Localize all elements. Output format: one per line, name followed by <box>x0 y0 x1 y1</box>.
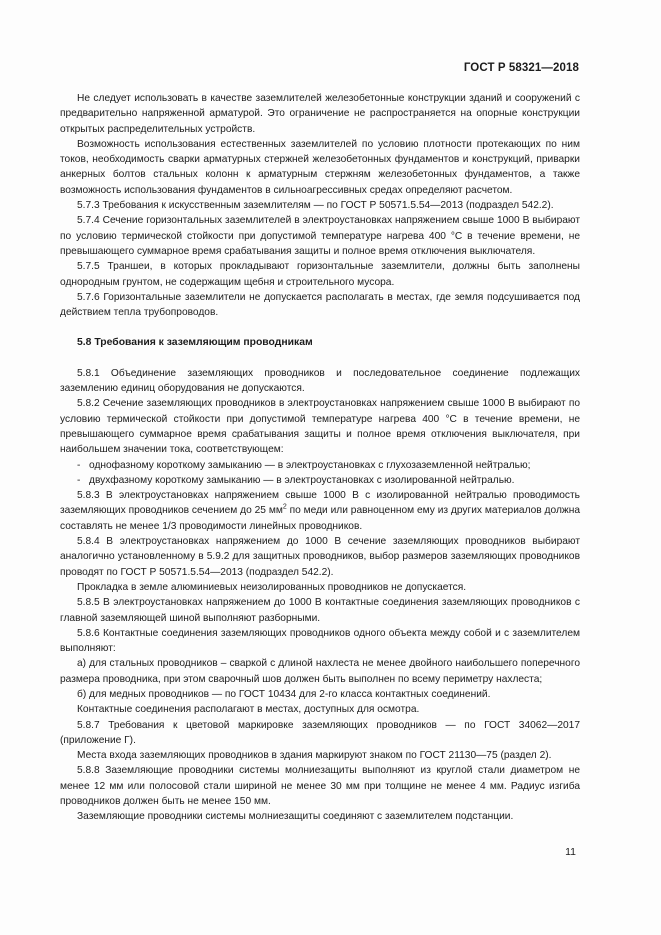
paragraph-5-7-4: 5.7.4 Сечение горизонтальных заземлителей в электроустановках напряжением свыше 1000 В выбирают по условию термической стойкости при допустимой температуре нагрева 400 °С в течение времени, не превышающего суммарное время срабатывания защиты и полное время отключения выключателя. <box>60 215 580 257</box>
paragraph-5-7-6: 5.7.6 Горизонтальные заземлители не допускается располагать в местах, где земля подсушивается под действием тепла трубопроводов. <box>60 291 580 319</box>
list-item-text: однофазному короткому замыканию — в электроустановках с глухозаземленной нейтралью; <box>89 459 531 471</box>
page-number: 11 <box>565 846 576 858</box>
list-item-a: а) для стальных проводников – сваркой с длиной нахлеста не менее двойного наибольшего поперечного размера проводника, при этом сварочный шов должен быть выполнен по всему периметру нахлеста; <box>60 658 580 685</box>
paragraph-5-8-7: 5.8.7 Требования к цветовой маркировке заземляющих проводников — по ГОСТ 34062—2017 (приложение Г). <box>60 719 580 746</box>
list-item-text: двухфазному короткому замыканию — в электроустановках с изолированной нейтралью. <box>89 474 515 486</box>
list-item <box>60 458 580 473</box>
paragraph: Прокладка в земле алюминиевых неизолированных проводников не допускается. <box>77 581 467 593</box>
section-heading-5-8: 5.8 Требования к заземляющим проводникам <box>77 337 313 349</box>
paragraph: Возможность использования естественных заземлителей по условию плотности протекающих по ним токов, необходимость сварки арматурных стержней железобетонных фундаментов и конструкций, приварки анкерных болтов стальных колонн к арматурным стержням железобетонных фундаментов, а также возможность использования фундаментов в сильноагрессивных средах определяют расчетом. <box>60 138 580 196</box>
paragraph: Заземляющие проводники системы молниезащиты соединяют с заземлителем подстанции. <box>77 811 514 823</box>
paragraph-5-8-3: 5.8.3 В электроустановках напряжением свыше 1000 В с изолированной нейтралью проводимость заземляющих проводников сечением до 25 $мм^2$ по меди или равноценном ему из других материалов должна составлять не менее 1/3 проводимости линейных проводников. <box>60 490 580 532</box>
paragraph-5-8-2: 5.8.2 Сечение заземляющих проводников в электроустановках напряжением свыше 1000 В выбирают по условию термической стойкости при допустимой температуре нагрева 400 °С в течение времени, не превышающего суммарное время срабатывания защиты и полное время отключения выключателя, при наибольшем значении тока, соответствующем: <box>60 398 580 456</box>
paragraph: Контактные соединения располагают в местах, доступных для осмотра. <box>77 704 420 716</box>
paragraph-5-8-4: 5.8.4 В электроустановках напряжением до 1000 В сечение заземляющих проводников выбирают аналогично установленному в 5.9.2 для защитных проводников, выбор размеров заземляющих проводников проводят по ГОСТ Р 50571.5.54—2013 (подраздел 542.2). <box>60 536 580 578</box>
paragraph-5-7-3: 5.7.3 Требования к искусственным заземлителям — по ГОСТ Р 50571.5.54—2013 (подраздел 542.2). <box>77 200 554 212</box>
paragraph: Не следует использовать в качестве заземлителей железобетонные конструкции зданий и сооружений с предварительно напряженной арматурой. Это ограничение не распространяется на опорные конструкции открытых распределительных устройств. <box>60 93 580 135</box>
paragraph-5-8-5: 5.8.5 В электроустановках напряжением до 1000 В контактные соединения заземляющих проводников с главной заземляющей шиной выполняют разборными. <box>60 597 580 624</box>
list-item <box>60 473 580 488</box>
paragraph-5-7-5: 5.7.5 Траншеи, в которых прокладывают горизонтальные заземлители, должны быть заполнены однородным грунтом, не содержащим щебня и строительного мусора. <box>60 261 580 288</box>
page-body <box>60 91 580 825</box>
paragraph-5-8-6: 5.8.6 Контактные соединения заземляющих проводников одного объекта между собой и с заземлителем выполняют: <box>60 627 580 655</box>
superscript: 2 <box>282 504 287 512</box>
paragraph: Места входа заземляющих проводников в здания маркируют знаком по ГОСТ 21130—75 (раздел 2). <box>77 750 552 762</box>
list-marker: - <box>77 474 81 486</box>
paragraph-5-8-8: 5.8.8 Заземляющие проводники системы молниезащиты выполняют из круглой стали диаметром не менее 12 мм или полосовой стали шириной не менее 30 мм при толщине не менее 4 мм. Радиус изгиба проводников должен быть не менее 150 мм. <box>60 765 580 808</box>
list-marker: - <box>77 459 81 471</box>
document-header: ГОСТ Р 58321—2018 <box>463 62 579 74</box>
list-item-b: б) для медных проводников — по ГОСТ 10434 для 2-го класса контактных соединений. <box>77 688 491 700</box>
paragraph-5-8-1: 5.8.1 Объединение заземляющих проводников и последовательное соединение подлежащих заземлению единиц оборудования не допускаются. <box>60 367 580 395</box>
